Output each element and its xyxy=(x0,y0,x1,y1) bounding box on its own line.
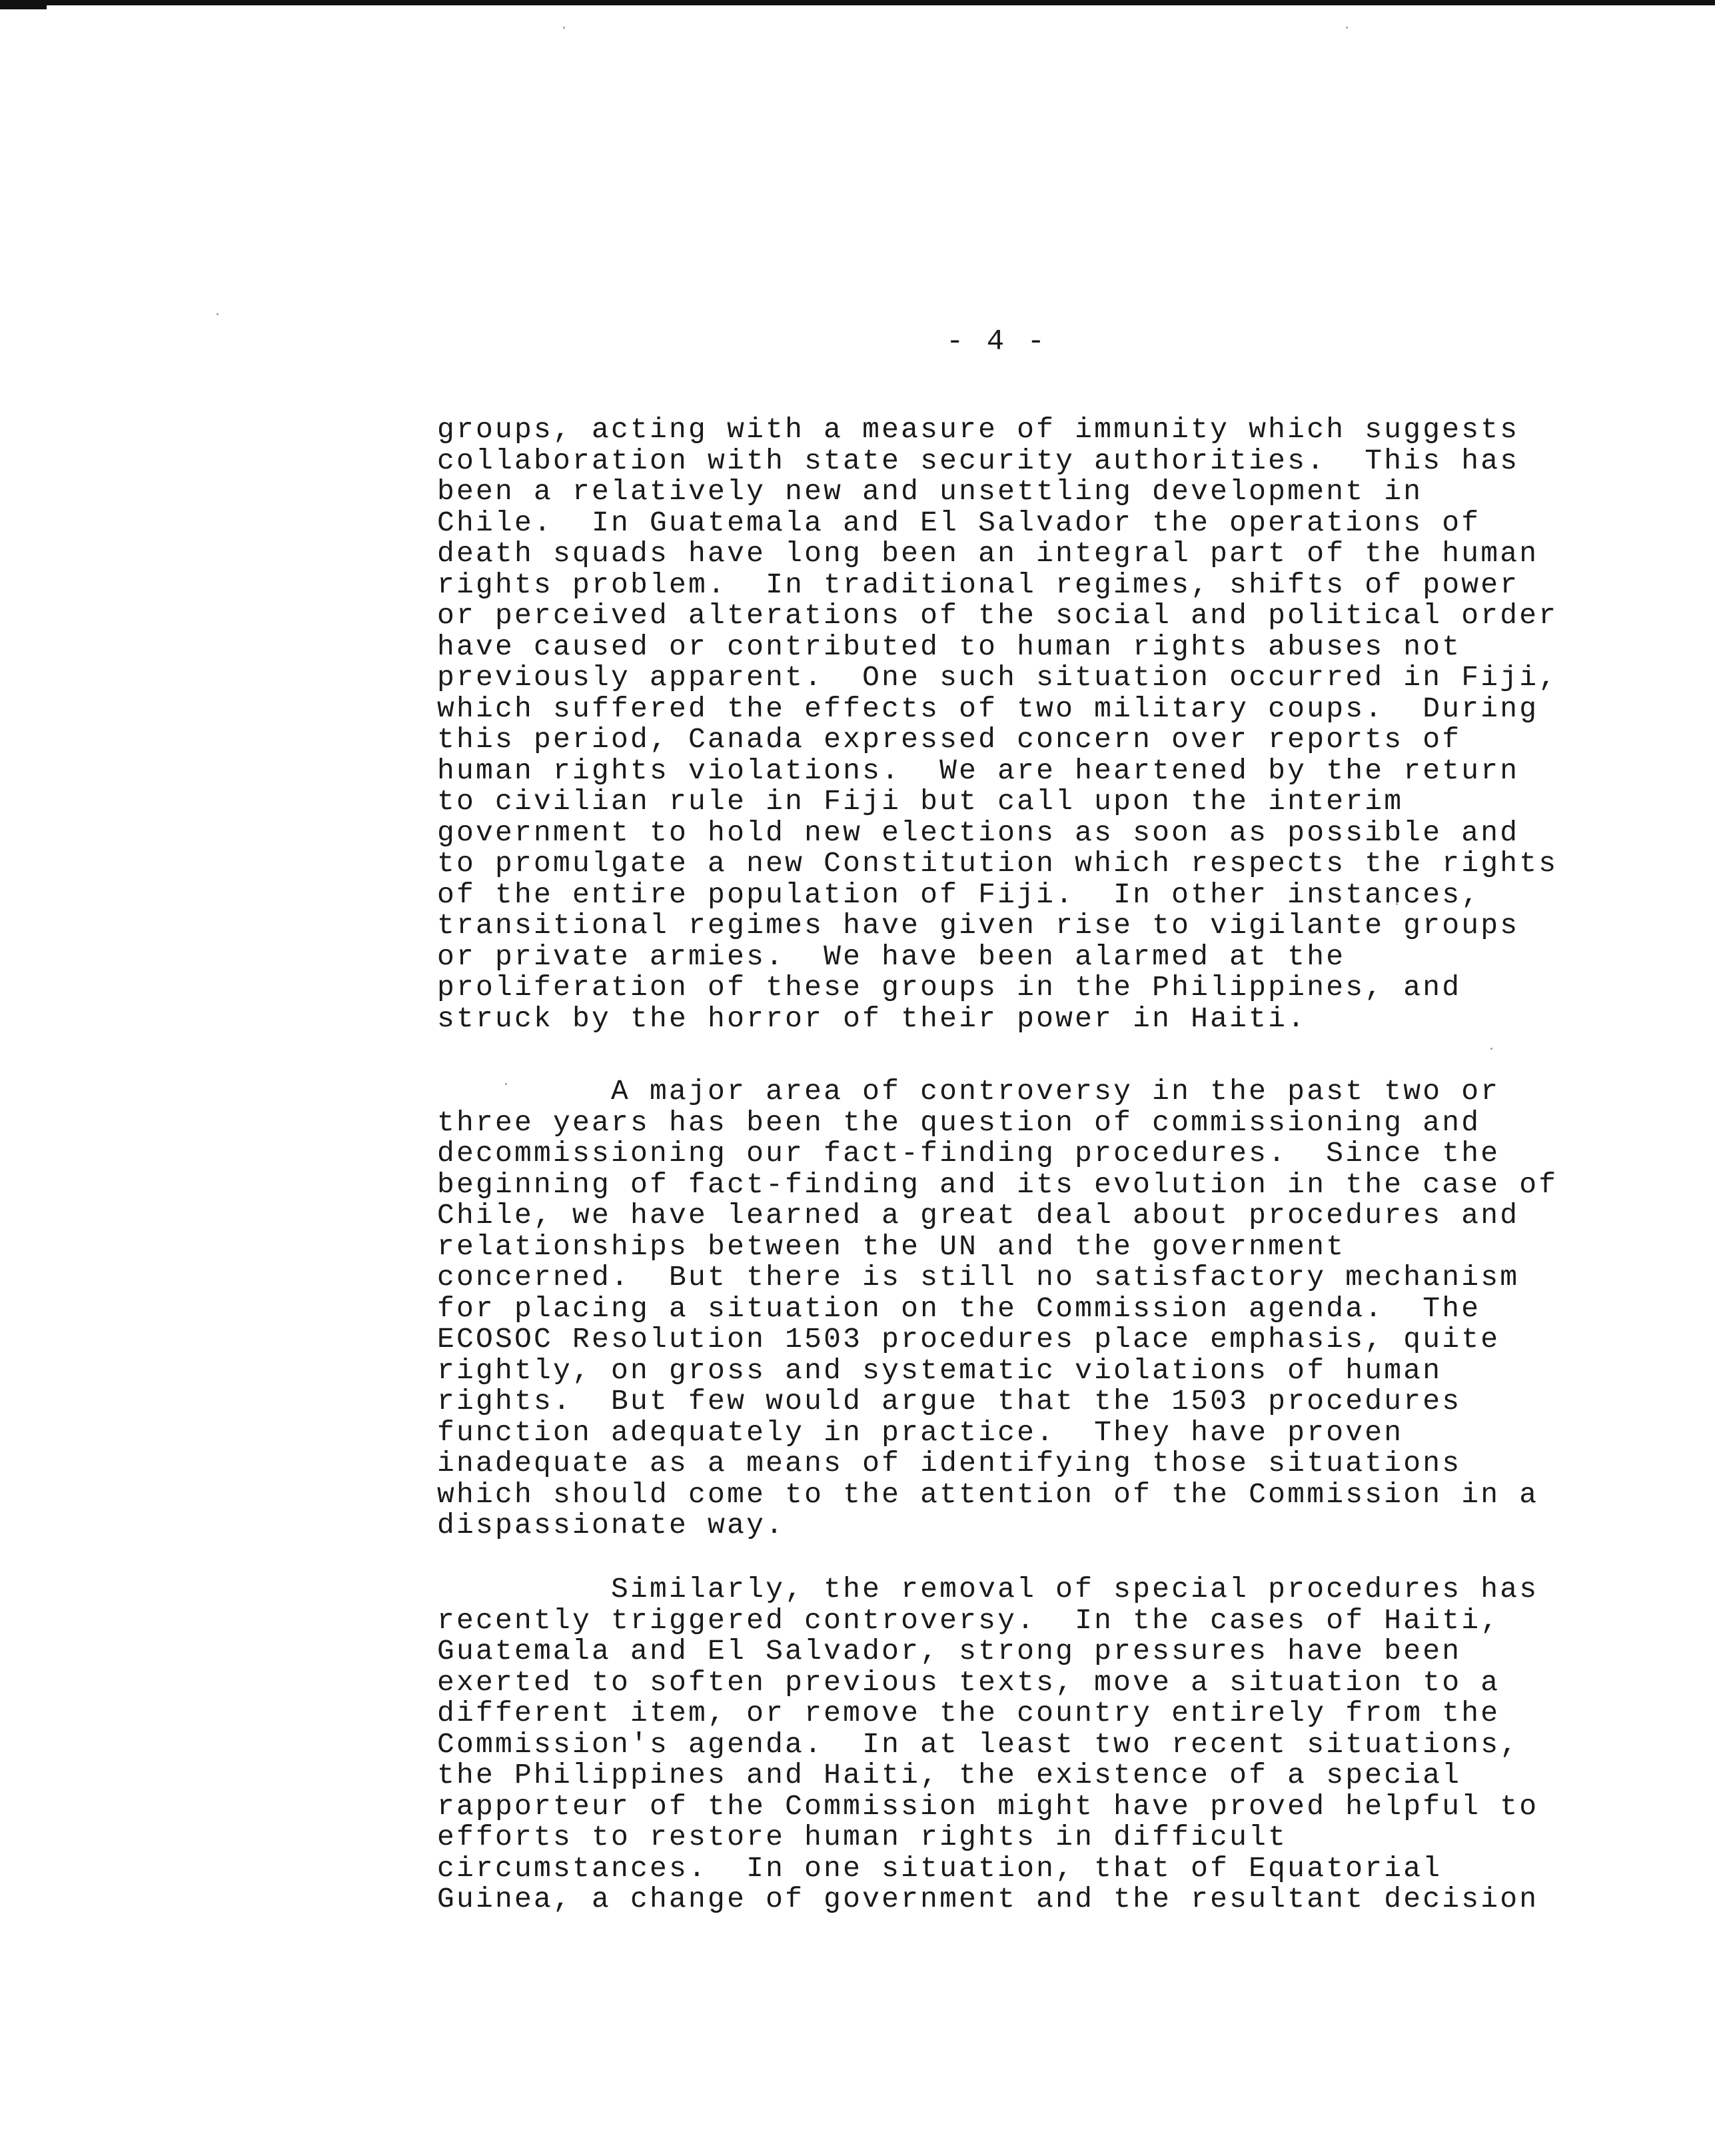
text-line: transitional regimes have given rise to vigilante groups xyxy=(437,909,1520,942)
text-line: which suffered the effects of two military coups. During xyxy=(437,692,1539,725)
text-line: Guatemala and El Salvador, strong pressures have been xyxy=(437,1635,1462,1667)
text-line: collaboration with state security authorities. This has xyxy=(437,444,1520,477)
paragraph-1 xyxy=(437,415,1596,1034)
text-line: of the entire population of Fiji. In other instances, xyxy=(437,878,1481,911)
text-line: circumstances. In one situation, that of Equatorial xyxy=(437,1851,1442,1885)
text-line: proliferation of these groups in the Philippines, and xyxy=(437,971,1462,1004)
text-line: have caused or contributed to human rights abuses not xyxy=(437,630,1462,663)
text-line: beginning of fact-finding and its evolution in the case of xyxy=(437,1168,1558,1201)
text-line: human rights violations. We are heartened by the return xyxy=(437,754,1520,787)
text-line: to civilian rule in Fiji but call upon the interim xyxy=(437,785,1404,818)
text-line: rights. But few would argue that the 1503 procedures xyxy=(437,1385,1462,1418)
scan-speck xyxy=(1346,27,1348,29)
text-line: different item, or remove the country entirely from the xyxy=(437,1697,1500,1729)
text-line: decommissioning our fact-finding procedures. Since the xyxy=(437,1137,1500,1170)
text-line: which should come to the attention of the Commission in a xyxy=(437,1478,1539,1511)
page-number: - 4 - xyxy=(946,325,1048,359)
text-line: concerned. But there is still no satisfactory mechanism xyxy=(437,1261,1520,1294)
paragraph-3 xyxy=(437,1574,1596,1915)
scan-speck xyxy=(563,27,565,29)
text-line: Guinea, a change of government and the resultant decision xyxy=(437,1883,1539,1915)
text-line: or perceived alterations of the social and political order xyxy=(437,599,1558,632)
text-line: Chile. In Guatemala and El Salvador the operations of xyxy=(437,506,1481,539)
text-line: Chile, we have learned a great deal about procedures and xyxy=(437,1199,1520,1232)
text-line: rights problem. In traditional regimes, shifts of power xyxy=(437,568,1520,601)
text-line: or private armies. We have been alarmed at the xyxy=(437,940,1346,973)
text-line: to promulgate a new Constitution which respects the rights xyxy=(437,847,1558,880)
text-line: rapporteur of the Commission might have proved helpful to xyxy=(437,1789,1539,1823)
paragraph-2 xyxy=(437,1076,1596,1542)
text-line: A major area of controversy in the past two or xyxy=(437,1075,1500,1108)
text-line: this period, Canada expressed concern over reports of xyxy=(437,723,1462,756)
text-line: efforts to restore human rights in difficult xyxy=(437,1821,1288,1853)
text-line: struck by the horror of their power in Haiti. xyxy=(437,1002,1307,1035)
text-line: government to hold new elections as soon as possible and xyxy=(437,816,1520,849)
text-line: Similarly, the removal of special procedures has xyxy=(437,1573,1539,1606)
text-line: function adequately in practice. They have proven xyxy=(437,1416,1404,1449)
text-line: groups, acting with a measure of immunity which suggests xyxy=(437,413,1520,446)
text-line: been a relatively new and unsettling development in xyxy=(437,475,1423,508)
text-line: death squads have long been an integral part of the human xyxy=(437,537,1539,570)
scan-speck xyxy=(217,313,219,315)
scan-corner-mark xyxy=(0,0,47,9)
scan-top-edge xyxy=(0,0,1715,5)
text-line: recently triggered controversy. In the cases of Haiti, xyxy=(437,1604,1500,1637)
text-line: relationships between the UN and the government xyxy=(437,1230,1346,1263)
text-line: inadequate as a means of identifying those situations xyxy=(437,1447,1462,1480)
scan-speck xyxy=(1490,1048,1492,1050)
text-line: three years has been the question of commissioning and xyxy=(437,1106,1481,1139)
text-line: Commission's agenda. In at least two recent situations, xyxy=(437,1727,1520,1761)
text-line: dispassionate way. xyxy=(437,1509,786,1542)
text-line: the Philippines and Haiti, the existence of a special xyxy=(437,1759,1462,1791)
text-line: previously apparent. One such situation occurred in Fiji, xyxy=(437,661,1558,694)
text-line: ECOSOC Resolution 1503 procedures place emphasis, quite xyxy=(437,1323,1500,1356)
text-line: rightly, on gross and systematic violations of human xyxy=(437,1354,1442,1387)
text-line: exerted to soften previous texts, move a situation to a xyxy=(437,1665,1500,1699)
text-line: for placing a situation on the Commission agenda. The xyxy=(437,1292,1481,1325)
